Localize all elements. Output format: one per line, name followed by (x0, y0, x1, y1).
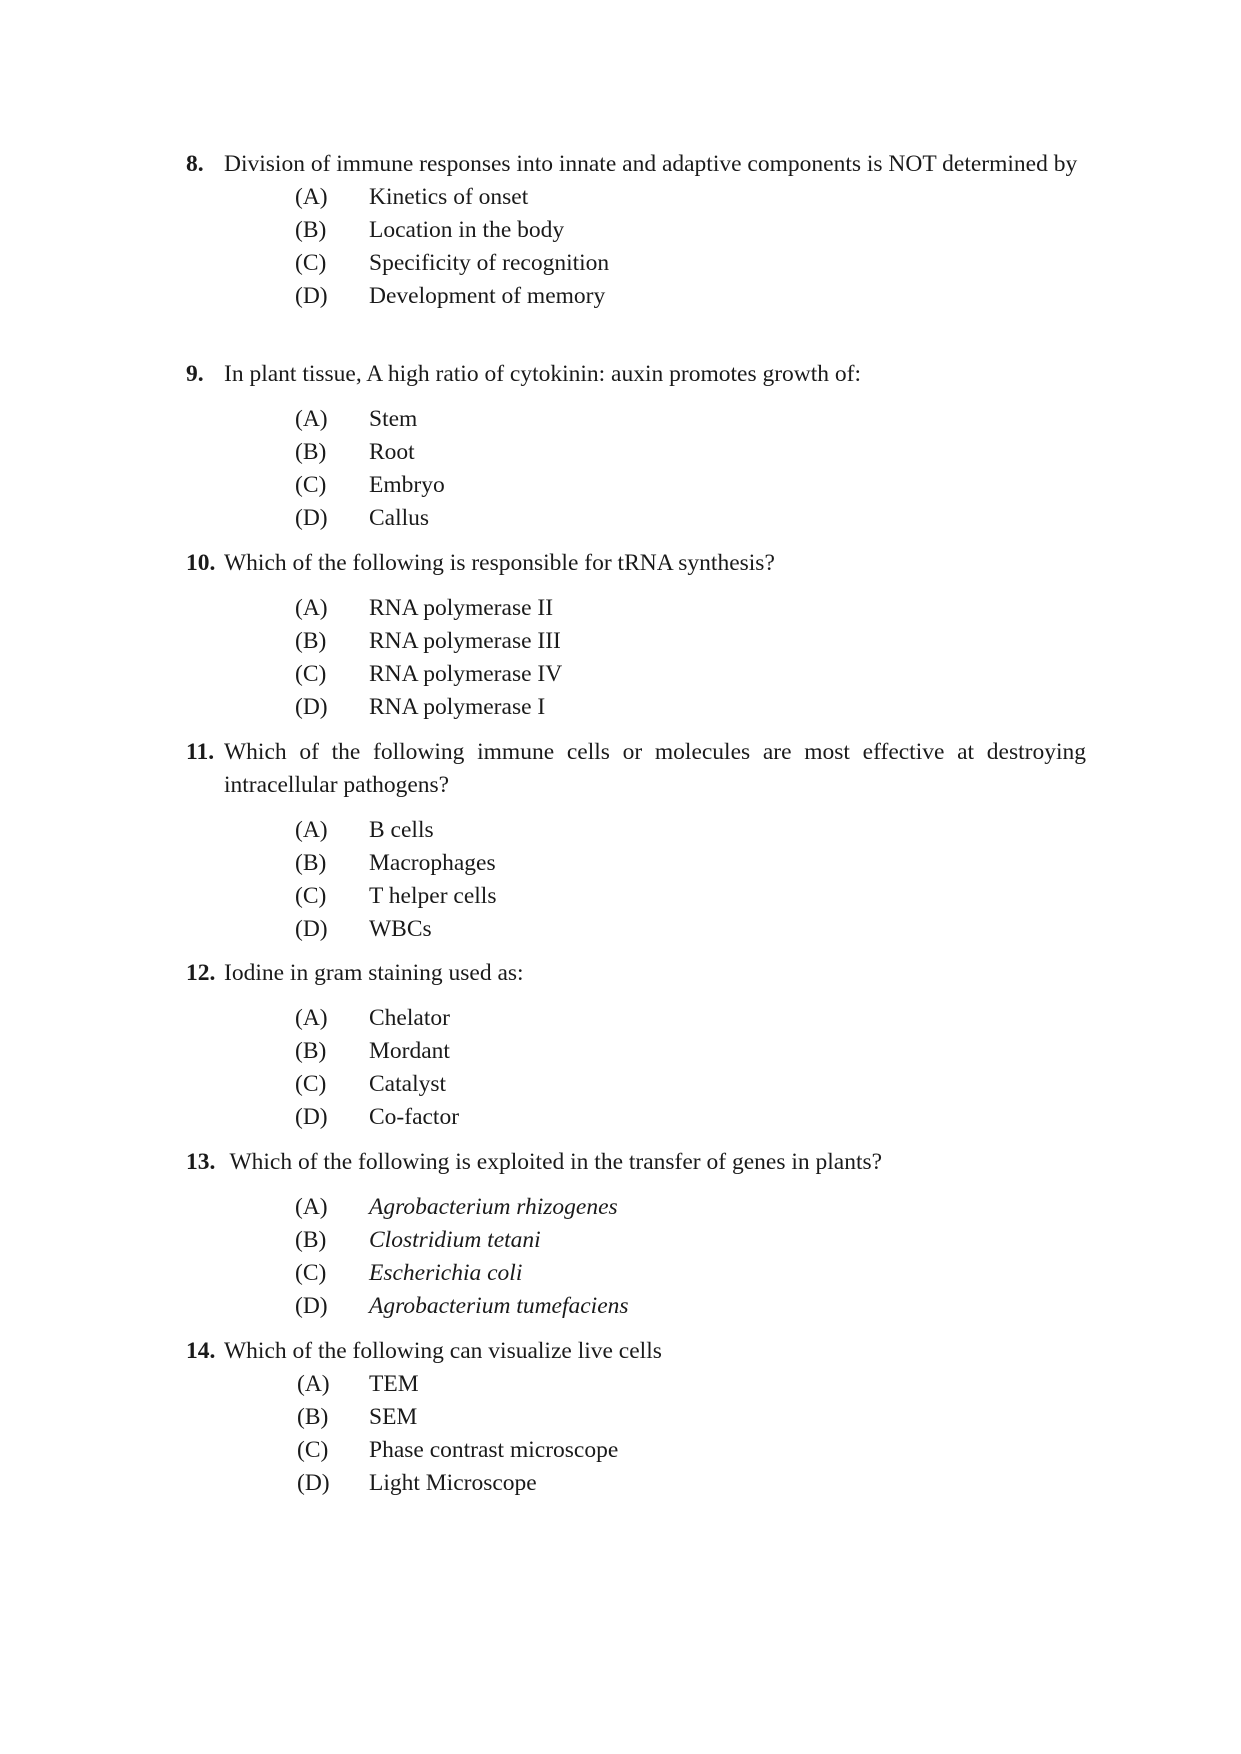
option-text: RNA polymerase IV (369, 661, 563, 687)
option-text: Agrobacterium tumefaciens (369, 1293, 629, 1319)
option-letter: (D) (295, 283, 328, 309)
question-text: Which of the following is responsible for tRNA synthesis? (224, 550, 775, 576)
option-text: SEM (369, 1404, 418, 1430)
question-10 (186, 547, 1086, 724)
question-number: 14. (186, 1338, 216, 1364)
option-c (186, 1068, 1086, 1101)
option-text: TEM (369, 1371, 419, 1397)
question-number: 10. (186, 550, 216, 576)
option-text: Development of memory (369, 283, 606, 309)
option-b (186, 1224, 1086, 1257)
option-letter: (B) (295, 1038, 327, 1064)
option-text: T helper cells (369, 883, 497, 909)
option-c (186, 1257, 1086, 1290)
option-b (186, 436, 1086, 469)
option-text: WBCs (369, 916, 432, 942)
option-letter: (B) (295, 628, 327, 654)
question-text: In plant tissue, A high ratio of cytokinin: auxin promotes growth of: (224, 361, 862, 387)
question-stem (186, 736, 1086, 802)
option-text: Catalyst (369, 1071, 447, 1097)
option-letter: (D) (297, 1470, 330, 1496)
option-text: Phase contrast microscope (369, 1437, 619, 1463)
option-text: Co-factor (369, 1104, 460, 1130)
option-b (186, 1035, 1086, 1068)
options-list (186, 403, 1086, 535)
option-letter: (B) (295, 1227, 327, 1253)
option-letter: (A) (295, 1005, 328, 1031)
option-text: Macrophages (369, 850, 496, 876)
option-letter: (B) (295, 439, 327, 465)
option-a (186, 814, 1086, 847)
option-letter: (A) (297, 1371, 330, 1397)
question-text: Division of immune responses into innate and adaptive components is NOT determined by (224, 151, 1078, 177)
option-d (186, 691, 1086, 724)
question-stem (186, 1146, 1086, 1179)
option-d (186, 913, 1086, 946)
question-12 (186, 957, 1086, 1134)
option-letter: (C) (295, 250, 327, 276)
option-letter: (A) (295, 817, 328, 843)
option-c (186, 658, 1086, 691)
option-text: B cells (369, 817, 434, 843)
option-text: Clostridium tetani (369, 1227, 541, 1253)
option-a (186, 1002, 1086, 1035)
option-d (186, 1290, 1086, 1323)
option-letter: (C) (295, 472, 327, 498)
option-text: Callus (369, 505, 430, 531)
option-c (186, 1434, 1086, 1467)
option-letter: (A) (295, 184, 328, 210)
option-letter: (D) (295, 1104, 328, 1130)
option-text: Kinetics of onset (369, 184, 529, 210)
option-b (186, 1401, 1086, 1434)
option-text: Mordant (369, 1038, 450, 1064)
option-d (186, 1101, 1086, 1134)
question-9 (186, 358, 1086, 535)
option-letter: (C) (295, 883, 327, 909)
question-text: Which of the following is exploited in the transfer of genes in plants? (224, 1149, 883, 1175)
option-a (186, 403, 1086, 436)
question-number: 12. (186, 960, 216, 986)
question-number: 9. (186, 361, 204, 387)
option-text: Embryo (369, 472, 445, 498)
options-list (186, 1191, 1086, 1323)
question-number: 8. (186, 151, 204, 177)
option-letter: (C) (297, 1437, 329, 1463)
options-list (186, 181, 1086, 313)
question-stem (186, 358, 1086, 391)
question-8 (186, 148, 1086, 313)
option-c (186, 880, 1086, 913)
option-text: Location in the body (369, 217, 565, 243)
option-letter: (B) (295, 850, 327, 876)
question-stem (186, 547, 1086, 580)
option-a (186, 1191, 1086, 1224)
option-d (186, 1467, 1086, 1500)
options-list (186, 1002, 1086, 1134)
question-11 (186, 736, 1086, 946)
question-stem (186, 957, 1086, 990)
option-letter: (A) (295, 406, 328, 432)
option-a (186, 1368, 1086, 1401)
options-list (186, 592, 1086, 724)
option-text: RNA polymerase I (369, 694, 546, 720)
option-text: Root (369, 439, 415, 465)
option-b (186, 625, 1086, 658)
question-stem (186, 148, 1086, 181)
option-text: Escherichia coli (369, 1260, 523, 1286)
option-b (186, 847, 1086, 880)
question-14 (186, 1335, 1086, 1500)
question-number: 13. (186, 1149, 216, 1175)
question-text: Which of the following immune cells or molecules are most effective at destroying intracellular pathogens? (224, 739, 1086, 798)
option-letter: (A) (295, 1194, 328, 1220)
option-text: Chelator (369, 1005, 450, 1031)
option-text: RNA polymerase III (369, 628, 561, 654)
option-text: RNA polymerase II (369, 595, 554, 621)
option-letter: (D) (295, 505, 328, 531)
option-letter: (B) (295, 217, 327, 243)
option-text: Agrobacterium rhizogenes (369, 1194, 618, 1220)
option-letter: (D) (295, 694, 328, 720)
options-list (186, 814, 1086, 946)
option-letter: (C) (295, 661, 327, 687)
option-a (186, 592, 1086, 625)
option-letter: (D) (295, 916, 328, 942)
option-b (186, 214, 1086, 247)
question-13 (186, 1146, 1086, 1323)
option-c (186, 247, 1086, 280)
option-text: Stem (369, 406, 418, 432)
option-d (186, 280, 1086, 313)
options-list (186, 1368, 1086, 1500)
option-a (186, 181, 1086, 214)
option-text: Light Microscope (369, 1470, 537, 1496)
question-text: Iodine in gram staining used as: (224, 960, 524, 986)
option-c (186, 469, 1086, 502)
question-number: 11. (186, 739, 215, 765)
option-letter: (D) (295, 1293, 328, 1319)
option-letter: (C) (295, 1260, 327, 1286)
option-text: Specificity of recognition (369, 250, 610, 276)
question-stem (186, 1335, 1086, 1368)
option-letter: (A) (295, 595, 328, 621)
option-d (186, 502, 1086, 535)
option-letter: (B) (297, 1404, 329, 1430)
option-letter: (C) (295, 1071, 327, 1097)
question-text: Which of the following can visualize live cells (224, 1338, 662, 1364)
